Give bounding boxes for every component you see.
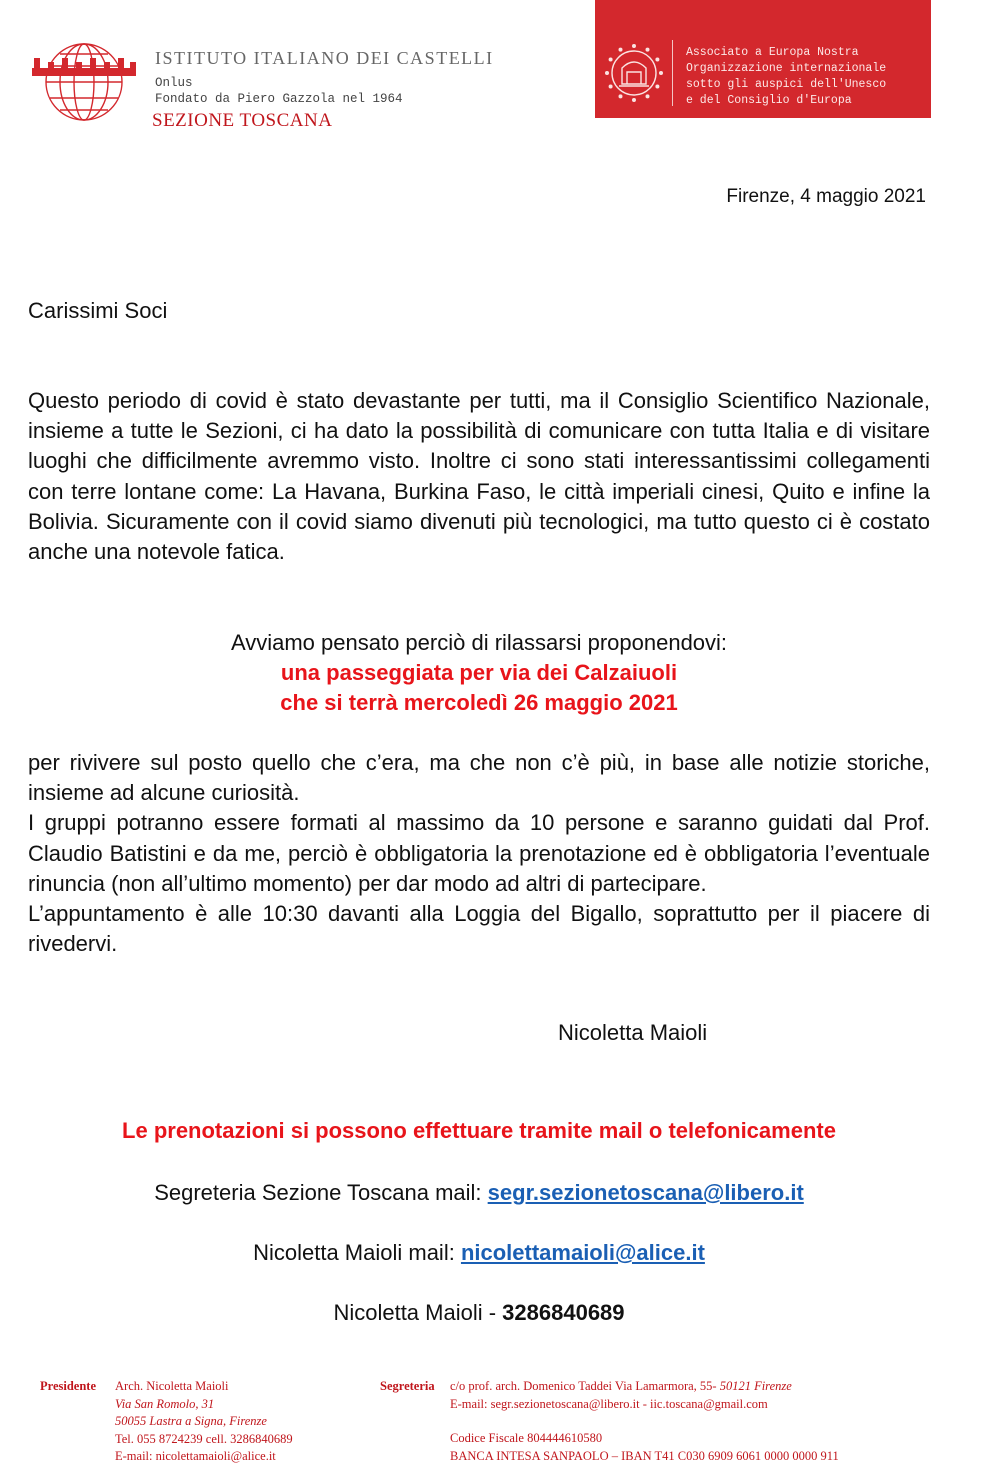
europa-nostra-emblem — [603, 42, 665, 104]
footer-president-city: 50055 Lastra a Signa, Firenze — [115, 1414, 267, 1428]
contact-phone — [0, 1300, 958, 1326]
institute-heading — [155, 48, 494, 107]
contact-maioli-email — [0, 1240, 958, 1266]
contact-label: Nicoletta Maioli mail: — [253, 1240, 461, 1265]
letter-greeting: Carissimi Soci — [28, 298, 168, 323]
contact-secretariat — [0, 1180, 958, 1206]
letter-date: Firenze, 4 maggio 2021 — [726, 186, 926, 207]
contact-label: Nicoletta Maioli - — [333, 1300, 503, 1325]
signature: Nicoletta Maioli — [558, 1020, 708, 1045]
institute-founded: Fondato da Piero Gazzola nel 1964 — [155, 92, 403, 106]
booking-note: Le prenotazioni si possono effettuare tramite mail o telefonicamente — [122, 1118, 836, 1143]
event-title: una passeggiata per via dei Calzaiuoli — [280, 660, 678, 685]
event-date: che si terrà mercoledì 26 maggio 2021 — [280, 690, 678, 715]
secretariat-email-link[interactable]: segr.sezionetoscana@libero.it — [487, 1180, 804, 1205]
footer-president-email: E-mail: nicolettamaioli@alice.it — [115, 1449, 276, 1463]
footer-president-label: Presidente — [40, 1379, 97, 1393]
footer-tax-code: Codice Fiscale 804444610580 — [450, 1431, 603, 1445]
footer-bank: BANCA INTESA SANPAOLO – IBAN T41 C030 6909 6061 0000 0000 911 — [450, 1448, 839, 1463]
banner-divider — [672, 40, 673, 106]
details-line: L’appuntamento è alle 10:30 davanti alla Loggia del Bigallo, soprattutto per il piacere di rivedervi. — [28, 901, 930, 957]
footer-secretariat-city: 50121 Firenze — [719, 1379, 792, 1393]
footer-president-phone: Tel. 055 8724239 cell. 3286840689 — [115, 1431, 293, 1446]
institute-onlus: Onlus — [155, 76, 193, 90]
footer-secretariat — [380, 1378, 839, 1465]
footer-secretariat-label: Segreteria — [380, 1379, 435, 1393]
event-intro-line: Avviamo pensato perciò di rilassarsi proponendovi: — [230, 630, 728, 655]
contact-label: Segreteria Sezione Toscana mail: — [154, 1180, 488, 1205]
phone-number: 3286840689 — [502, 1300, 625, 1325]
details-line: I gruppi potranno essere formati al massimo da 10 persone e saranno guidati dal Prof. Claudio Batistini e da me, perciò è obbligatoria la prenotazione ed è obbligatoria l’eventuale rinuncia (non all’ultimo momento) per dar modo ad altri di partecipare. — [28, 810, 930, 896]
paragraph-intro: Questo periodo di covid è stato devastante per tutti, ma il Consiglio Scientifico Nazionale, insieme a tutte le Sezioni, ci ha dato la possibilità di comunicare con tutta Italia e di visitare luoghi che difficilmente avremmo visto. Inoltre ci sono stati interessantissimi collegamenti con terre lontane come: La Havana, Burkina Faso, le città imperiali cinesi, Quito e infine la Bolivia. Sicuramente con il covid siamo divenuti più tecnologici, ma tutto questo ci è costato anche una notevole fatica. — [28, 388, 930, 565]
footer-secretariat-email: E-mail: segr.sezionetoscana@libero.it - iic.toscana@gmail.com — [450, 1396, 768, 1411]
footer-president-address: Via San Romolo, 31 — [115, 1396, 215, 1411]
details-line: per rivivere sul posto quello che c’era, ma che non c’è più, in base alle notizie storiche, insieme ad alcune curiosità. — [28, 750, 930, 806]
section-name: SEZIONE TOSCANA — [152, 110, 333, 131]
footer-president-name: Arch. Nicoletta Maioli — [115, 1379, 229, 1393]
paragraph-details — [28, 748, 930, 959]
maioli-email-link[interactable]: nicolettamaioli@alice.it — [460, 1240, 705, 1265]
footer-president — [40, 1378, 293, 1466]
institute-logo — [30, 38, 138, 124]
association-text: Associato a Europa Nostra Organizzazione internazionale sotto gli auspici dell'Unesco e del Consiglio d'Europa — [686, 46, 887, 107]
footer-secretariat-address: c/o prof. arch. Domenico Taddei Via Lamarmora, 55- — [450, 1379, 720, 1393]
association-banner — [595, 0, 931, 118]
institute-name: ISTITUTO ITALIANO DEI CASTELLI — [155, 48, 494, 68]
